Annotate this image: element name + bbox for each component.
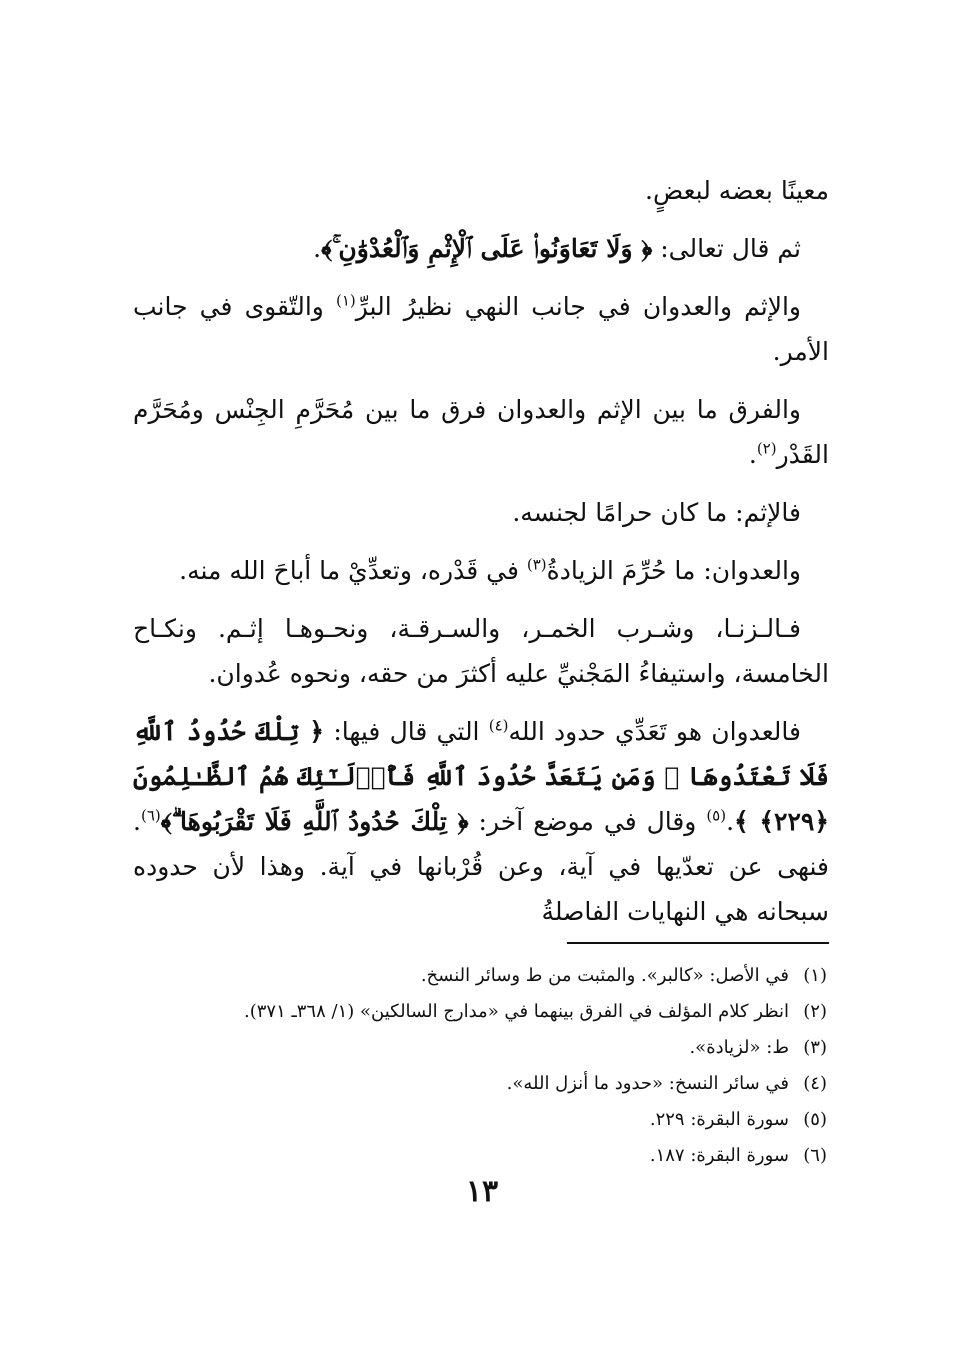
footnote-ref-5[interactable]: (٥) [706,806,727,825]
footnote-ref-3[interactable]: (٣) [526,555,547,574]
quran-verse-1: ﴿ وَلَا تَعَاوَنُوا۟ عَلَى ٱلْإِثْمِ وَٱلْعُدْوَٰنِ ۚ﴾ [321,234,653,263]
footnote-ref-4[interactable]: (٤) [488,716,509,735]
paragraph-4-text-a: والفرق ما بين الإثم والعدوان فرق ما بين مُحَرَّمِ الجِنْس ومُحَرَّم القَدْر [133,395,829,469]
paragraph-8 [133,709,829,934]
footnote-ref-1[interactable]: (١) [335,291,356,310]
paragraph-8-text-b: التي قال فيها: [324,717,489,746]
page-number: ١٣ [465,1174,499,1209]
footnote-text: في الأصل: «كالبر». والمثبت من ط وسائر النسخ. [420,965,789,986]
footnote-number: (٢) [803,1001,827,1022]
paragraph-3-text-a: والإثم والعدوان في جانب النهي نظيرُ البرِّ [355,292,801,321]
paragraph-2 [133,226,829,271]
footnote-text: سورة البقرة: ١٨٧. [649,1145,789,1166]
paragraph-8-text-c: . [726,807,735,836]
paragraph-8-text-e: . فنهى عن تعدّيها في آية، وعن قُرْبانها في آية. وهذا لأن حدوده سبحانه هي النهايات الفاصلةُ [133,807,829,926]
footnote-2 [131,994,827,1030]
footnote-text: في سائر النسخ: «حدود ما أنزل الله». [506,1073,789,1094]
footnote-number: (١) [803,965,827,986]
footnote-number: (٦) [803,1145,827,1166]
footnote-3 [131,1030,827,1066]
paragraph-2-text-a: ثم قال تعالى: [652,234,801,263]
paragraph-3-text-b: والتّقوى في جانب الأمر. [133,292,829,366]
paragraph-2-text-b: . [313,234,322,263]
paragraph-3 [133,284,829,374]
footnotes [131,958,827,1174]
quran-verse-3: ﴿ تِلْكَ حُدُودُ ٱللَّهِ فَلَا تَقْرَبُوهَا ۗ﴾ [160,807,469,836]
paragraph-5 [133,490,829,535]
footnote-1 [131,958,827,994]
footnote-5 [131,1102,827,1138]
paragraph-4-text-b: . [748,440,757,469]
footnote-4 [131,1066,827,1102]
paragraph-8-text-d: وقال في موضع آخر: [468,807,707,836]
paragraph-8-text-a: فالعدوان هو تَعَدِّي حدود الله [508,717,801,746]
footnote-text: انظر كلام المؤلف في الفرق بينهما في «مدارج السالكين» (١/ ٣٦٨ـ ٣٧١). [243,1001,789,1022]
paragraph-1-text: معينًا بعضه لبعضٍ. [645,176,829,205]
footnote-separator [567,942,829,944]
footnote-ref-2[interactable]: (٢) [756,439,777,458]
footnote-text: ط: «لزيادة». [689,1037,789,1058]
paragraph-6-text-a: والعدوان: ما حُرِّمَ الزيادةُ [546,556,801,585]
footnote-6 [131,1138,827,1174]
main-text [133,168,829,947]
paragraph-5-text: فالإثم: ما كان حرامًا لجنسه. [512,498,801,527]
quran-verse-2: ﴿ تِلْكَ حُدُودُ ٱللَّهِ فَلَا تَعْتَدُوهَا ۚ وَمَن يَتَعَدَّ حُدُودَ ٱللَّهِ فَأُو۟لَـٰٓئِكَ هُمُ ٱلظَّـٰلِمُونَ ﴿٢٢٩﴾ ﴾ [133,717,829,836]
footnote-number: (٤) [803,1073,827,1094]
footnote-number: (٥) [803,1109,827,1130]
footnote-ref-6[interactable]: (٦) [140,806,161,825]
paragraph-7-text: فـالـزنـا، وشـرب الخمـر، والسـرقـة، ونحـوهـا إثـم. ونكـاح الخامسة، واستيفاءُ المَجْنيِّ عليه أكثرَ من حقه، ونحوه عُدوان. [133,614,829,688]
paragraph-7 [133,606,829,696]
paragraph-6 [133,548,829,593]
paragraph-1 [133,168,829,213]
footnote-number: (٣) [803,1037,827,1058]
paragraph-4 [133,387,829,477]
paragraph-6-text-b: في قَدْره، وتعدِّيْ ما أباحَ الله منه. [179,556,527,585]
footnote-text: سورة البقرة: ٢٢٩. [649,1109,789,1130]
